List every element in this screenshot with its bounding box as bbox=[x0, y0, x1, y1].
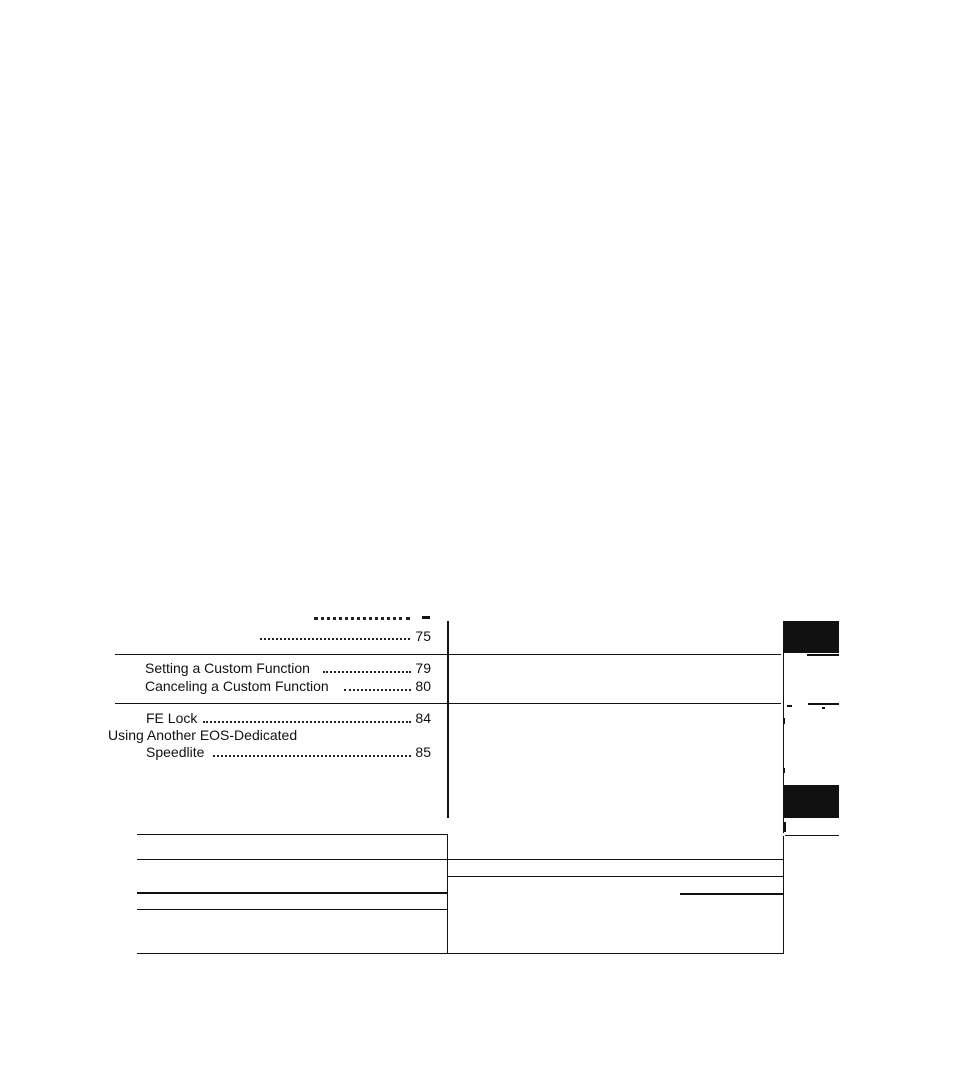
right-rule-2 bbox=[449, 703, 781, 704]
toc-entry-setting-custom-function: Setting a Custom Function bbox=[145, 660, 310, 676]
edge-tab-bottom-rule bbox=[785, 835, 839, 836]
toc-entry-canceling-custom-function: Canceling a Custom Function bbox=[145, 678, 329, 694]
edge-mark-4 bbox=[783, 768, 785, 773]
column-separator bbox=[447, 621, 449, 818]
table-rule-3-right bbox=[448, 876, 784, 877]
edge-tab-1-rule bbox=[807, 654, 839, 656]
toc-leader-2 bbox=[344, 689, 411, 691]
edge-tab-2 bbox=[783, 785, 839, 818]
table-rule-top-left bbox=[137, 834, 447, 835]
toc-page-5: 85 bbox=[415, 744, 431, 760]
toc-page-3: 84 bbox=[415, 710, 431, 726]
edge-tab-1 bbox=[783, 621, 839, 653]
toc-page-0: 75 bbox=[415, 628, 431, 644]
edge-tab-2-rule bbox=[808, 703, 839, 705]
toc-entry-speedlite: Speedlite bbox=[146, 744, 205, 760]
toc-entry-fe-lock: FE Lock bbox=[146, 710, 198, 726]
toc-leader-0 bbox=[260, 638, 410, 640]
toc-leader-cutoff bbox=[314, 617, 410, 620]
toc-divider-2 bbox=[115, 703, 448, 704]
table-rule-3-right-short bbox=[680, 893, 784, 895]
toc-divider-1 bbox=[115, 654, 448, 655]
toc-leader-5 bbox=[213, 755, 411, 757]
toc-entry-using-another-eos: Using Another EOS-Dedicated bbox=[108, 727, 298, 743]
edge-mark-3 bbox=[783, 718, 785, 724]
right-rule-1 bbox=[449, 654, 781, 655]
toc-page-1: 79 bbox=[415, 660, 431, 676]
edge-mark-1 bbox=[787, 705, 792, 707]
table-rule-2 bbox=[137, 859, 784, 860]
toc-page-2: 80 bbox=[415, 678, 431, 694]
table-rule-bottom bbox=[137, 953, 784, 954]
table-middle-border bbox=[447, 834, 448, 954]
toc-leader-1 bbox=[323, 671, 411, 673]
cutoff-glyph bbox=[422, 616, 430, 619]
toc-leader-3 bbox=[203, 721, 411, 723]
table-rule-4 bbox=[137, 909, 447, 910]
edge-mark-2 bbox=[822, 707, 825, 709]
table-rule-3-left bbox=[137, 892, 447, 894]
table-right-border bbox=[783, 836, 784, 954]
edge-mark-5 bbox=[783, 822, 786, 832]
